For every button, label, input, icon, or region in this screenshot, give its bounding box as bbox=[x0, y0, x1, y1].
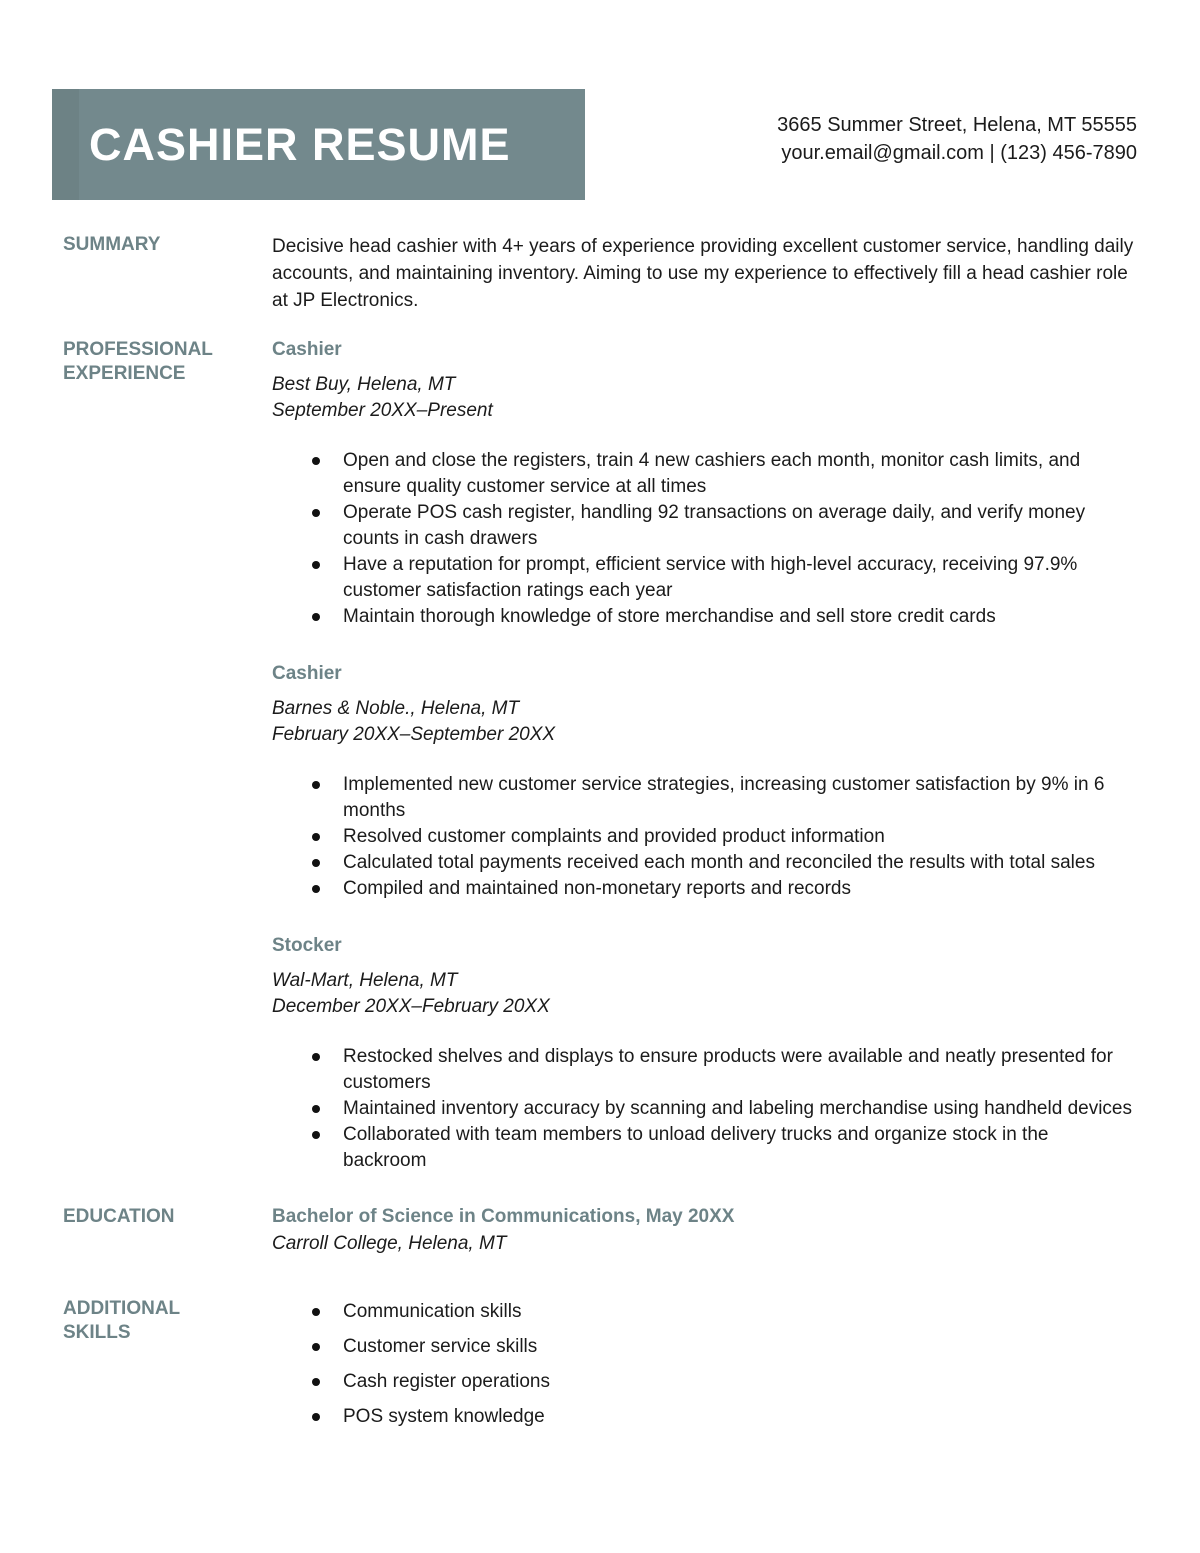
bullet-item: Resolved customer complaints and provided product information bbox=[272, 824, 1137, 850]
skill-item: Customer service skills bbox=[272, 1334, 1137, 1360]
skills-label: ADDITIONAL SKILLS bbox=[63, 1298, 180, 1343]
experience-content bbox=[272, 338, 1137, 1174]
section-skills bbox=[0, 1297, 1200, 1430]
bullet-item: Maintain thorough knowledge of store merchandise and sell store credit cards bbox=[272, 604, 1137, 630]
bullet-item: Maintained inventory accuracy by scanning and labeling merchandise using handheld devices bbox=[272, 1096, 1137, 1122]
section-experience bbox=[0, 338, 1200, 1174]
degree: Bachelor of Science in Communications, May 20XX bbox=[272, 1206, 735, 1227]
job-dates: February 20XX–September 20XX bbox=[272, 724, 556, 745]
job-company: Wal-Mart, Helena, MT bbox=[272, 970, 458, 991]
section-education bbox=[0, 1205, 1200, 1257]
bullet-item: Have a reputation for prompt, efficient service with high-level accuracy, receiving 97.9% customer satisfaction ratings each year bbox=[272, 552, 1137, 604]
school: Carroll College, Helena, MT bbox=[272, 1233, 507, 1254]
job-meta bbox=[272, 372, 1137, 424]
job-title: Cashier bbox=[272, 663, 342, 684]
job-company: Barnes & Noble., Helena, MT bbox=[272, 698, 520, 719]
contact-line: your.email@gmail.com | (123) 456-7890 bbox=[781, 141, 1137, 164]
job-entry bbox=[272, 934, 1137, 1174]
skills-content bbox=[272, 1297, 1137, 1430]
contact-info bbox=[777, 111, 1137, 167]
section-summary bbox=[0, 233, 1200, 314]
job-title: Cashier bbox=[272, 339, 342, 360]
job-title: Stocker bbox=[272, 935, 342, 956]
bullet-item: Calculated total payments received each month and reconciled the results with total sales bbox=[272, 850, 1137, 876]
bullet-item: Collaborated with team members to unload delivery trucks and organize stock in the backroom bbox=[272, 1122, 1137, 1174]
bullet-item: Operate POS cash register, handling 92 transactions on average daily, and verify money counts in cash drawers bbox=[272, 500, 1137, 552]
experience-label: PROFESSIONAL EXPERIENCE bbox=[63, 339, 213, 384]
bullet-item: Open and close the registers, train 4 new cashiers each month, monitor cash limits, and ensure quality customer service at all times bbox=[272, 448, 1137, 500]
resume-title: CASHIER RESUME bbox=[89, 118, 511, 170]
skill-item: Cash register operations bbox=[272, 1369, 1137, 1395]
education-label: EDUCATION bbox=[63, 1206, 175, 1227]
job-dates: September 20XX–Present bbox=[272, 400, 493, 421]
job-bullets bbox=[272, 1044, 1137, 1174]
summary-text: Decisive head cashier with 4+ years of experience providing excellent customer service, handling daily accounts, and maintaining inventory. Aiming to use my experience to effectively fill a head cashier role at JP Electronics. bbox=[272, 236, 1134, 311]
title-banner bbox=[52, 89, 585, 200]
job-company: Best Buy, Helena, MT bbox=[272, 374, 456, 395]
job-bullets bbox=[272, 448, 1137, 630]
job-bullets bbox=[272, 772, 1137, 902]
bullet-item: Implemented new customer service strategies, increasing customer satisfaction by 9% in 6 months bbox=[272, 772, 1137, 824]
skill-item: POS system knowledge bbox=[272, 1404, 1137, 1430]
education-content bbox=[272, 1205, 1137, 1257]
job-meta bbox=[272, 968, 1137, 1020]
job-entry bbox=[272, 338, 1137, 630]
bullet-item: Restocked shelves and displays to ensure products were available and neatly presented for customers bbox=[272, 1044, 1137, 1096]
address-line: 3665 Summer Street, Helena, MT 55555 bbox=[777, 113, 1137, 136]
summary-label: SUMMARY bbox=[63, 234, 161, 255]
skills-list bbox=[272, 1299, 1137, 1430]
job-meta bbox=[272, 696, 1137, 748]
skill-item: Communication skills bbox=[272, 1299, 1137, 1325]
header bbox=[52, 89, 1137, 200]
job-dates: December 20XX–February 20XX bbox=[272, 996, 550, 1017]
bullet-item: Compiled and maintained non-monetary reports and records bbox=[272, 876, 1137, 902]
job-entry bbox=[272, 662, 1137, 902]
